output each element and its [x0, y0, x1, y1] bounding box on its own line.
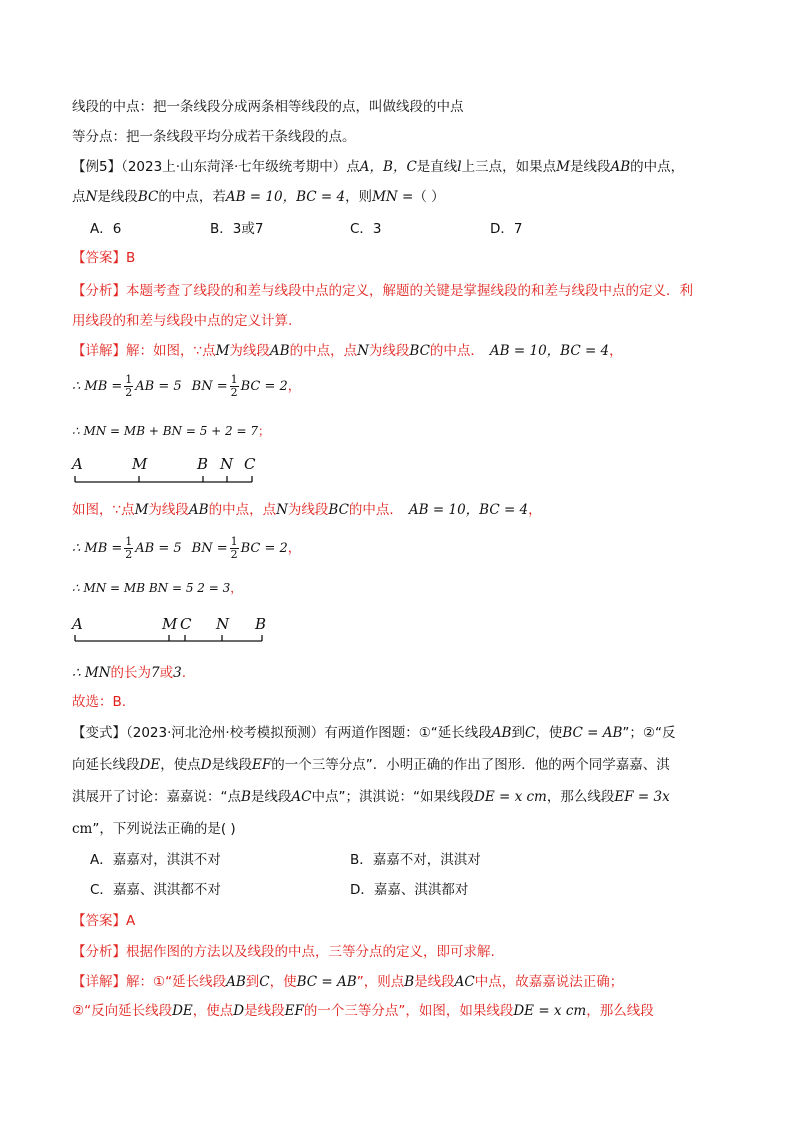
detail-text: 的一个三等分点”，如图，如果线段: [303, 1003, 514, 1019]
math-mn3: ∴ MN = MB BN = 5 2 = 3: [72, 581, 231, 595]
variant-text: （2023·河北沧州·校考模拟预测）有两道作图题：①“延长线段: [126, 725, 492, 741]
variant-text: 中点”；淇淇说：“如果线段: [311, 789, 475, 805]
label-b: B: [197, 455, 209, 473]
ex5-N: N: [85, 189, 98, 205]
detail-eq: AB = 10，BC = 4: [408, 502, 529, 518]
detail-text: 为线段: [229, 343, 270, 359]
label-c: C: [244, 455, 256, 473]
detail-1-line4: [72, 500, 542, 520]
ex5-option-d: D．7: [490, 221, 523, 237]
variant-line2: [72, 755, 670, 775]
label-b: B: [255, 615, 267, 633]
math-bc2: BC = 2: [240, 379, 288, 394]
detail-text: ，那么线段: [586, 1003, 654, 1019]
detail-text: 解：①“延长线段: [126, 974, 227, 990]
detail-text: 中点，故嘉嘉说法正确；: [474, 974, 624, 990]
analysis-tag: 【分析】: [72, 283, 126, 299]
segment-figure-1: [70, 452, 260, 488]
detail-text: ，使: [269, 974, 297, 990]
detail-M: M: [134, 502, 149, 518]
math-bc2: BC = 2: [240, 541, 288, 556]
variant-text: ”；②“反: [622, 725, 676, 741]
frac-den: 2: [125, 386, 133, 399]
ex5-text: 是线段: [569, 159, 611, 175]
detail-text: 的长为: [110, 665, 152, 681]
detail-text: 是线段: [414, 974, 455, 990]
variant-option-b: B．嘉嘉不对，淇淇对: [350, 852, 481, 868]
ex5-eq: AB = 10，BC = 4: [225, 189, 346, 205]
detail-1-result: [72, 663, 186, 683]
analysis-text: 根据作图的方法以及线段的中点，三等分点的定义，即可求解.: [126, 944, 495, 960]
detail-text: 解：如图，∵点: [126, 343, 216, 359]
detail-1-mn3: [72, 578, 242, 598]
ex5-text: 的中点，若: [158, 189, 226, 205]
label-n: N: [220, 455, 234, 473]
detail-BC: BC: [328, 502, 349, 518]
detail-text: 的中点．: [348, 502, 403, 518]
ex5-text: 是直线: [416, 159, 458, 175]
detail-M: M: [215, 343, 230, 359]
detail-1-mb2: [72, 536, 301, 561]
ex5-tag: 【例5】: [72, 159, 122, 175]
label-c: C: [180, 615, 192, 633]
variant-text: 向延长线段: [72, 757, 140, 773]
variant-line4: [72, 819, 236, 839]
ex5-MN: MN =: [372, 189, 414, 205]
detail-AB: AB: [226, 974, 246, 990]
frac-num: 1: [125, 535, 133, 548]
label-m: M: [162, 615, 178, 633]
detail-2-line1: [72, 972, 623, 992]
ex5-paren: （ ）: [413, 189, 445, 205]
math-bn: BN =: [191, 541, 228, 556]
answer-value: A: [126, 913, 136, 929]
detail-text: ②“反向延长线段: [72, 1003, 173, 1019]
detail-AB: AB: [269, 343, 290, 359]
variant-AB: AB: [491, 725, 512, 741]
variant-tag: 【变式】: [72, 725, 126, 741]
detail-N: N: [357, 343, 369, 359]
detail-eq: AB = 10，BC = 4: [489, 343, 610, 359]
detail-2-line2: [72, 1001, 654, 1021]
label-m: M: [132, 455, 148, 473]
variant-text: 是线段: [211, 757, 253, 773]
ex5-line2: [72, 187, 445, 207]
detail-AC: AC: [454, 974, 475, 990]
ex5-text: 点: [72, 189, 86, 205]
variant-DE: DE: [139, 757, 161, 773]
variant-text: 是线段: [250, 789, 292, 805]
variant-text: ，使点: [160, 757, 201, 773]
detail-C: C: [259, 974, 270, 990]
detail-text: 的中点，点: [208, 502, 277, 518]
variant-text: 淇展开了讨论：嘉嘉说：“点: [72, 789, 241, 805]
detail-eq: BC = AB: [296, 974, 357, 990]
detail-D: D: [233, 1003, 245, 1019]
detail-EF: EF: [284, 1003, 304, 1019]
detail-text: ，使点: [192, 1003, 234, 1019]
ex5-text: ，则: [345, 189, 373, 205]
variant-option-c: C．嘉嘉、淇淇都不对: [90, 882, 221, 898]
detail-text: ，: [287, 541, 301, 556]
def-midpoint: 线段的中点：把一条线段分成两条相等线段的点，叫做线段的中点: [72, 99, 464, 115]
math-3: 3: [173, 665, 182, 681]
detail-1-mb: [72, 374, 301, 399]
variant-text: 的一个三等分点”．小明正确的作出了图形．他的两个同学嘉嘉、淇: [271, 757, 670, 773]
variant-eq3: EF = 3x: [614, 789, 670, 805]
variant-text: 到: [511, 725, 525, 741]
detail-text: 的中点．: [429, 343, 484, 359]
frac-num: 1: [125, 373, 133, 386]
detail-text: ，: [287, 379, 301, 394]
math-mn7: ∴ MN = MB + BN = 5 + 2 = 7: [72, 424, 258, 438]
detail-text: 是线段: [244, 1003, 285, 1019]
math-mn: ∴ MN: [72, 665, 111, 681]
answer-value: B: [126, 250, 136, 266]
answer-tag: 【答案】: [72, 913, 126, 929]
math-bn: BN =: [191, 379, 228, 394]
detail-text: 到: [245, 974, 260, 990]
detail-text: ，: [528, 502, 542, 518]
variant-text: ，使: [535, 725, 563, 741]
label-a: A: [72, 455, 83, 473]
detail-N: N: [276, 502, 288, 518]
detail-text: ；: [257, 424, 270, 438]
detail-text: ，: [230, 581, 243, 595]
math-ab5: AB = 5: [135, 379, 182, 394]
detail-1-line1: [72, 341, 623, 361]
variant-eq: BC = AB: [562, 725, 623, 741]
detail-text: ，: [609, 343, 623, 359]
ex5-option-c: C．3: [350, 221, 382, 237]
answer-1: [72, 248, 135, 268]
variant-text: ”，下列说法正确的是( ): [92, 821, 236, 837]
variant-cm: cm: [72, 821, 93, 837]
detail-1-choose: 故选：B.: [72, 694, 127, 710]
detail-eq2: DE = x cm: [513, 1003, 587, 1019]
variant-line1: [72, 723, 675, 743]
math-mb: ∴ MB =: [72, 379, 123, 394]
ex5-BC: BC: [137, 189, 159, 205]
ex5-line-l: l: [457, 159, 462, 175]
label-a: A: [72, 615, 83, 633]
variant-B: B: [241, 789, 251, 805]
def-trisect: 等分点：把一条线段平均分成若干条线段的点。: [72, 129, 356, 145]
detail-1-mn: [72, 421, 270, 441]
variant-eq2: DE = x cm: [474, 789, 547, 805]
variant-line3: [72, 787, 670, 807]
answer-tag: 【答案】: [72, 250, 126, 266]
detail-BC: BC: [409, 343, 430, 359]
ex5-points: A，B，C: [359, 159, 417, 175]
analysis-tag: 【分析】: [72, 944, 126, 960]
detail-text: 为线段: [287, 502, 329, 518]
detail-text: 如图，∵点: [72, 502, 135, 518]
detail-text: .: [181, 665, 187, 681]
fraction-half: [230, 374, 239, 399]
ex5-src: （2023上·山东菏泽·七年级统考期中）点: [121, 159, 360, 175]
frac-num: 1: [230, 373, 238, 386]
ex5-M: M: [556, 159, 570, 175]
variant-text: ，那么线段: [546, 789, 615, 805]
math-7: 7: [151, 665, 160, 681]
fraction-half: [124, 374, 133, 399]
detail-DE: DE: [172, 1003, 193, 1019]
detail-text: 为线段: [368, 343, 410, 359]
detail-text: 的中点，点: [289, 343, 358, 359]
label-n: N: [216, 615, 230, 633]
detail-text: 为线段: [148, 502, 189, 518]
detail-AB: AB: [188, 502, 209, 518]
ex5-text: 是线段: [97, 189, 138, 205]
frac-den: 2: [230, 386, 238, 399]
ex5-option-b: B．3或7: [210, 221, 264, 237]
variant-D: D: [200, 757, 212, 773]
ex5-AB: AB: [610, 159, 631, 175]
math-mb: ∴ MB =: [72, 541, 123, 556]
detail-tag: 【详解】: [72, 974, 126, 990]
detail-tag: 【详解】: [72, 343, 126, 359]
analysis-1-line1: [72, 281, 693, 301]
frac-den: 2: [230, 548, 238, 561]
ex5-option-a: A．6: [90, 221, 122, 237]
fraction-half: [124, 536, 133, 561]
analysis-2: [72, 942, 495, 962]
segment-figure-2: [70, 613, 270, 647]
ex5-line1: [72, 157, 684, 177]
variant-option-d: D．嘉嘉、淇淇都对: [350, 882, 469, 898]
variant-AC: AC: [291, 789, 312, 805]
variant-EF: EF: [252, 757, 272, 773]
analysis-text: 本题考查了线段的和差与线段中点的定义，解题的关键是掌握线段的和差与线段中点的定义．利: [126, 283, 693, 299]
math-ab5: AB = 5: [135, 541, 182, 556]
variant-C: C: [524, 725, 536, 741]
frac-num: 1: [230, 535, 238, 548]
variant-option-a: A．嘉嘉对，淇淇不对: [90, 852, 221, 868]
answer-2: [72, 911, 135, 931]
detail-text: ”，则点: [356, 974, 405, 990]
detail-text: 或: [159, 665, 174, 681]
fraction-half: [230, 536, 239, 561]
ex5-text: 的中点，: [630, 159, 685, 175]
frac-den: 2: [125, 548, 133, 561]
detail-B: B: [404, 974, 415, 990]
ex5-text: 上三点，如果点: [461, 159, 557, 175]
analysis-1-line2: 用线段的和差与线段中点的定义计算.: [72, 313, 293, 329]
